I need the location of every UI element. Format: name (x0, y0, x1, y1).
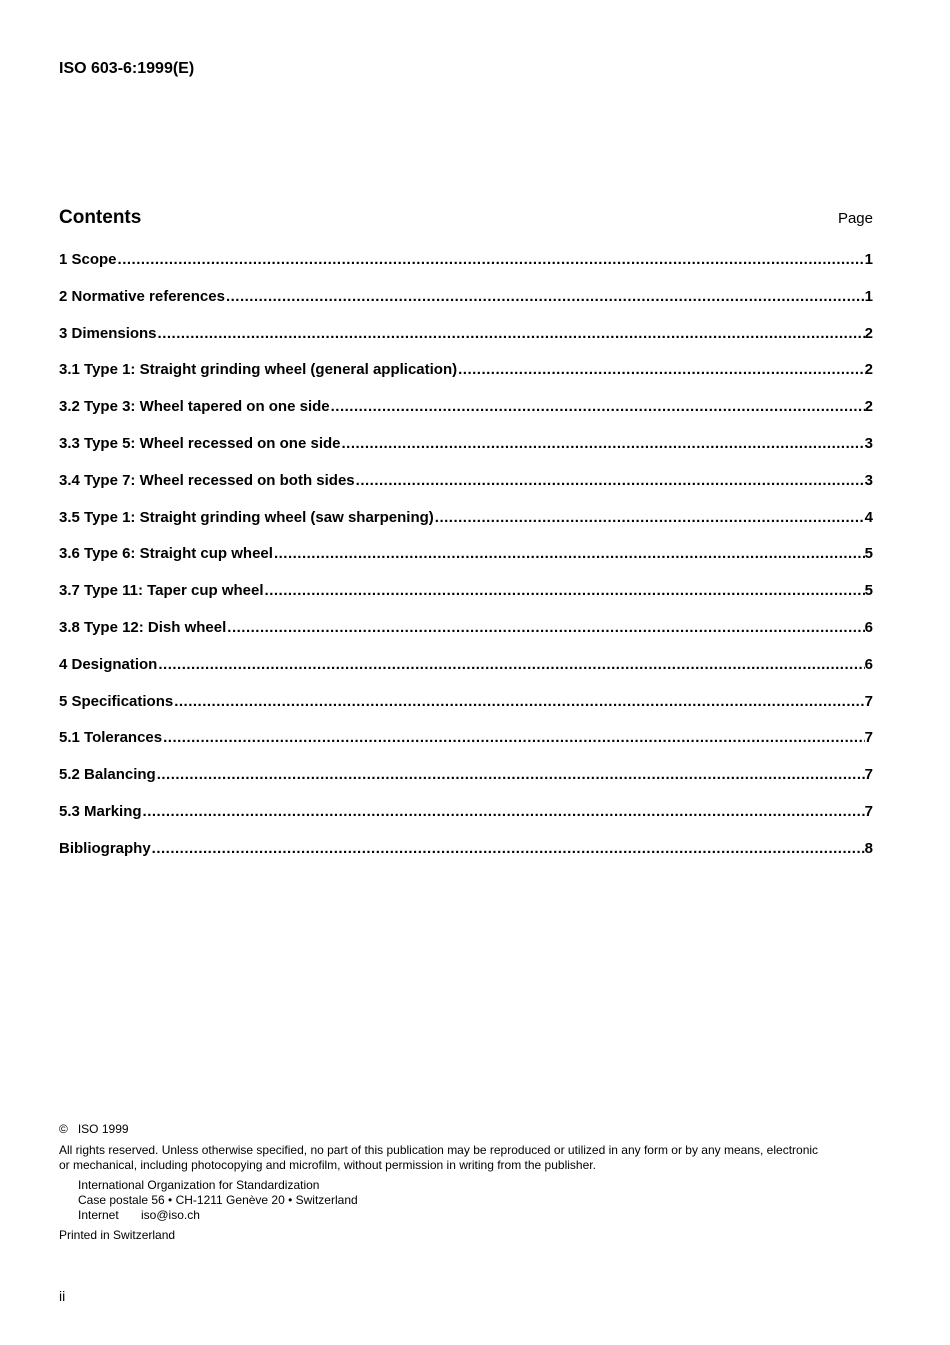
toc-dot-leader (151, 840, 865, 858)
toc-entry-page: 2 (864, 398, 873, 416)
toc-entry-title: 3.4 Type 7: Wheel recessed on both sides (59, 471, 355, 489)
publisher-address (59, 1178, 875, 1223)
toc-entry-title: 1 Scope (59, 251, 117, 268)
toc-entry-page: 5 (864, 545, 873, 563)
toc-entry-page: 8 (864, 839, 873, 857)
toc-entry-page: 2 (864, 361, 873, 379)
toc-entry-title: 3.6 Type 6: Straight cup wheel (59, 545, 273, 563)
toc-dot-leader (225, 288, 865, 306)
toc-entry-page: 7 (864, 802, 873, 820)
toc-entry-page: 5 (864, 582, 873, 600)
toc-entry-title: 5.2 Balancing (59, 766, 156, 784)
toc-dot-leader (264, 582, 865, 600)
toc-entry-page: 1 (864, 287, 873, 305)
toc-dot-leader (273, 545, 865, 563)
contents-header (59, 207, 873, 229)
toc-entry[interactable] (59, 545, 873, 582)
toc-entry-title: 3.5 Type 1: Straight grinding wheel (saw sharpening) (59, 508, 434, 526)
toc-dot-leader (330, 398, 865, 416)
toc-dot-leader (457, 361, 865, 379)
toc-entry-title: 5.3 Marking (59, 802, 142, 820)
toc-entry[interactable] (59, 288, 873, 325)
toc-dot-leader (162, 729, 865, 747)
toc-dot-leader (226, 619, 864, 637)
toc-entry[interactable] (59, 251, 873, 288)
toc-entry-page: 7 (864, 729, 873, 747)
copyright-notice: ISO 1999 (77, 1122, 129, 1136)
toc-entry-page: 4 (864, 508, 873, 526)
toc-entry[interactable] (59, 582, 873, 619)
toc-entry-title: 3.3 Type 5: Wheel recessed on one side (59, 434, 341, 452)
toc-entry-title: 5.1 Tolerances (59, 729, 163, 747)
toc-entry-title: 2 Normative references (59, 287, 225, 305)
toc-entry[interactable] (59, 509, 873, 546)
toc-dot-leader (142, 803, 865, 821)
toc-entry-page: 7 (864, 692, 873, 710)
internet-label: Internet (78, 1208, 119, 1222)
toc-entry[interactable] (59, 361, 873, 398)
rights-line-2: or mechanical, including photocopying and microfilm, without permission in writing from the publisher. (59, 1158, 596, 1172)
toc-entry-page: 6 (864, 618, 873, 636)
printed-in: Printed in Switzerland (59, 1228, 176, 1242)
toc-dot-leader (355, 472, 865, 490)
toc-entry-title: 4 Designation (59, 655, 158, 673)
toc-entry-page: 6 (864, 655, 873, 673)
toc-entry[interactable] (59, 619, 873, 656)
toc-entry[interactable] (59, 656, 873, 693)
toc-entry-page: 7 (864, 766, 873, 784)
toc-dot-leader (341, 435, 865, 453)
contents-title: Contents (59, 207, 142, 228)
toc-entry-title: 3.7 Type 11: Taper cup wheel (59, 582, 264, 600)
toc-dot-leader (173, 693, 864, 711)
rights-statement (59, 1143, 875, 1173)
internet-row (78, 1208, 875, 1223)
toc-entry-title: 3.1 Type 1: Straight grinding wheel (general application) (59, 361, 458, 379)
internet-email-link[interactable]: iso@iso.ch (141, 1208, 200, 1222)
toc-entry[interactable] (59, 729, 873, 766)
toc-dot-leader (157, 325, 865, 343)
toc-entry[interactable] (59, 472, 873, 509)
toc-entry[interactable] (59, 398, 873, 435)
toc-entry-title: Bibliography (59, 839, 151, 857)
toc-dot-leader (117, 251, 865, 269)
organization-name: International Organization for Standardization (78, 1178, 320, 1192)
toc-entry-title: 3.8 Type 12: Dish wheel (59, 618, 227, 636)
toc-dot-leader (434, 509, 865, 527)
toc-entry[interactable] (59, 766, 873, 803)
toc-entry[interactable] (59, 435, 873, 472)
toc-entry-title: 3 Dimensions (59, 324, 157, 342)
toc-dot-leader (156, 766, 865, 784)
toc-entry-page: 1 (864, 251, 873, 268)
toc-entry[interactable] (59, 803, 873, 840)
page-column-label: Page (837, 210, 873, 227)
table-of-contents (59, 251, 873, 877)
page-number: ii (59, 1288, 66, 1304)
postal-address: Case postale 56 • CH-1211 Genève 20 • Switzerland (78, 1193, 358, 1207)
copyright-line (59, 1122, 875, 1137)
toc-entry[interactable] (59, 325, 873, 362)
copyright-block (59, 1122, 875, 1243)
toc-dot-leader (157, 656, 864, 674)
toc-entry[interactable] (59, 693, 873, 730)
rights-line-1: All rights reserved. Unless otherwise specified, no part of this publication may be reproduced or utilized in any form or by any means, electronic (59, 1143, 819, 1157)
toc-entry-page: 3 (864, 471, 873, 489)
document-id: ISO 603-6:1999(E) (59, 60, 195, 77)
toc-entry[interactable] (59, 840, 873, 877)
toc-entry-title: 5 Specifications (59, 692, 174, 710)
toc-entry-page: 2 (864, 324, 873, 342)
copyright-symbol: © (59, 1122, 68, 1136)
toc-entry-title: 3.2 Type 3: Wheel tapered on one side (59, 398, 330, 416)
toc-entry-page: 3 (864, 434, 873, 452)
